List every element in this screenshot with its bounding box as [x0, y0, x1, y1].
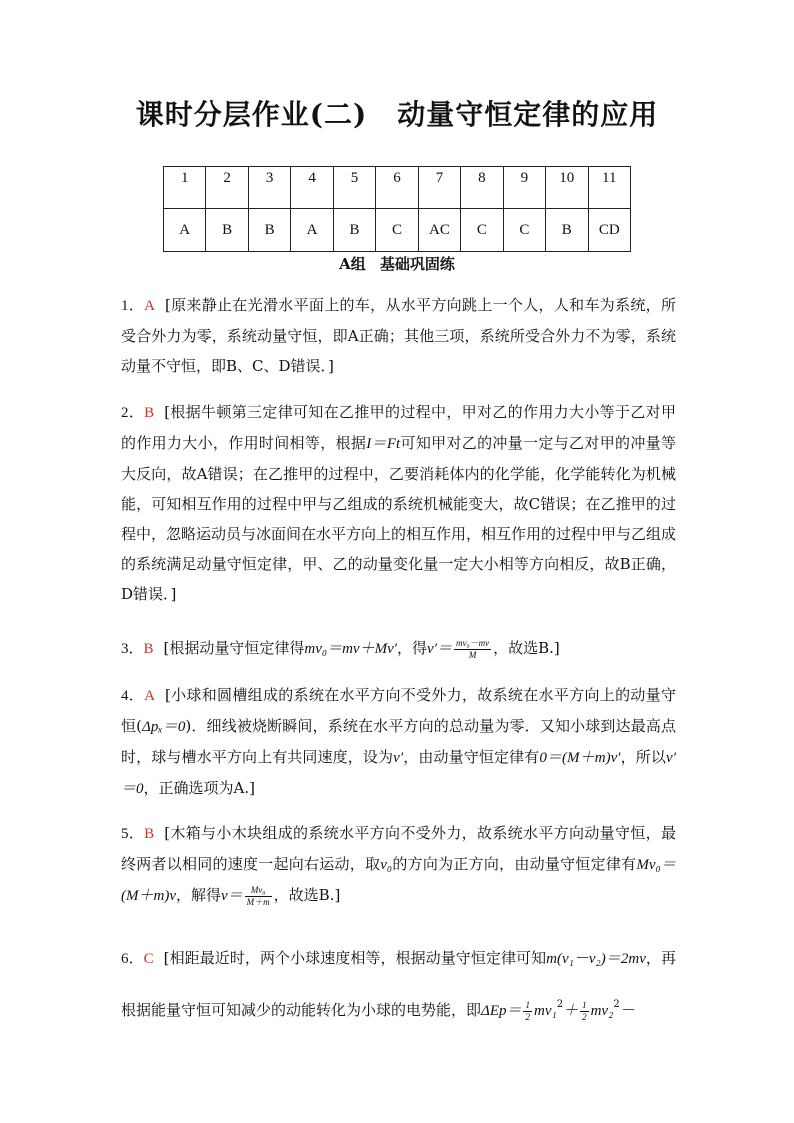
solution-4 [121, 680, 676, 804]
solution-answer: A [144, 688, 155, 704]
question-number-cell: 11 [588, 167, 630, 209]
title-subtitle: 动量守恒定律的应用 [397, 98, 659, 131]
question-number-cell: 5 [333, 167, 375, 209]
formula: ΔEp＝ [481, 1003, 522, 1019]
solution-6 [121, 935, 676, 1034]
question-number-cell: 3 [248, 167, 290, 209]
solution-text: ，由动量守恒定律有 [403, 748, 540, 766]
question-number-cell: 8 [461, 167, 503, 209]
solution-answer: A [144, 298, 155, 314]
fraction [245, 885, 272, 908]
solution-number: 1． [121, 298, 145, 314]
solution-number: 3． [121, 641, 144, 657]
answer-cell: B [206, 209, 248, 252]
exponent: 2 [613, 999, 620, 1010]
solution-text: ，解得 [175, 886, 221, 904]
answer-cell: B [333, 209, 375, 252]
answer-cell: A [291, 209, 333, 252]
question-number-cell: 2 [206, 167, 248, 209]
solution-text: [木箱与小木块组成的系统水平方向不受外力，故系统水平方向动量守恒，最终两者以相同的速度一起向右运动，取 [121, 824, 676, 873]
formula: mv₂ [590, 1003, 614, 1019]
formula: m(v₁－v₂)＝2mv [546, 951, 646, 967]
formula: mv₀＝mv＋Mv′ [304, 641, 398, 657]
fraction-numerator: 1 [525, 999, 530, 1010]
answer-cell: CD [588, 209, 630, 252]
page-title [0, 93, 794, 133]
fraction-denominator: 2 [525, 1011, 530, 1022]
solution-text: ，正确选项为A.] [143, 779, 255, 797]
fraction [523, 1000, 532, 1023]
question-number-cell: 1 [164, 167, 206, 209]
solution-5 [121, 818, 676, 911]
answer-cell: AC [418, 209, 460, 252]
group-heading [0, 253, 794, 274]
solution-text: ，故选B.] [493, 639, 560, 657]
formula: 0＝(M＋m)v′ [539, 750, 621, 766]
fraction-denominator: 2 [582, 1011, 587, 1022]
formula: － [619, 1003, 635, 1019]
group-label: A组 [339, 255, 366, 273]
solution-answer: C [143, 951, 154, 967]
fraction-denominator: M＋m [246, 896, 270, 907]
answer-table-number-row [164, 167, 631, 209]
solution-text: 可知甲对乙的冲量一定与乙对甲的冲量等大反向，故A错误；在乙推甲的过程中，乙要消耗体内的化学能，化学能转化为机械能，可知相互作用的过程中甲与乙组成的系统机械能变大，故C错误；在乙推甲的过程中，忽略运动员与冰面间在水平方向上的相互作用，相互作用的过程中甲与乙组成的系统满足动量守恒定律，甲、乙的动量变化量一定大小相等方向相反，故B正确，D错误．] [121, 434, 677, 603]
solution-number: 6． [121, 951, 144, 967]
formula: ＋ [563, 1003, 579, 1019]
solution-text: [小球和圆槽组成的系统在水平方向不受外力，故系统在水平方向上的动量守恒( [121, 686, 676, 735]
formula: v＝ [221, 888, 243, 904]
solution-text: ，所以 [620, 748, 667, 766]
formula: Δpₓ＝0 [142, 719, 186, 735]
solution-3 [121, 633, 676, 664]
answer-cell: B [546, 209, 588, 252]
fraction [454, 638, 491, 661]
solution-2 [121, 397, 676, 609]
question-number-cell: 6 [376, 167, 418, 209]
answer-table-key-row [164, 209, 631, 252]
answer-cell: C [503, 209, 545, 252]
question-number-cell: 4 [291, 167, 333, 209]
formula: v′ [393, 750, 404, 766]
solution-text: [根据牛顿第三定律可知在乙推甲的过程中，甲对乙的作用力大小等于乙对甲的作用力大小，作用时间相等，根据 [121, 403, 676, 452]
fraction [580, 1000, 589, 1023]
solution-number: 2． [121, 405, 145, 421]
formula: v′＝ [427, 641, 452, 657]
formula: Mv₀＝(M＋m)v [121, 857, 676, 904]
answer-cell: B [248, 209, 290, 252]
exponent: 2 [556, 999, 564, 1010]
solution-number: 5． [121, 826, 145, 842]
answer-table [163, 166, 631, 252]
solution-text: [根据动量守恒定律得 [163, 639, 305, 657]
solution-text: )．细线被烧断瞬间，系统在水平方向的总动量为零．又知小球到达最高点时，球与槽水平方向上有共同速度，设为 [121, 717, 677, 766]
fraction-numerator: 1 [582, 999, 587, 1010]
answer-cell: C [376, 209, 418, 252]
solution-answer: B [144, 405, 155, 421]
formula: mv₁ [533, 1003, 557, 1019]
question-number-cell: 9 [503, 167, 545, 209]
formula: v′＝0 [121, 750, 676, 797]
solution-text: [原来静止在光滑水平面上的车，从水平方向跳上一个人，人和车为系统，所受合外力为零，系统动量守恒，即A正确；其他三项，系统所受合外力不为零，系统动量不守恒，即B、C、D错误．] [121, 296, 676, 375]
solution-text: 的方向为正方向，由动量守恒定律有 [392, 855, 637, 873]
solution-answer: B [143, 641, 154, 657]
title-main: 课时分层作业(二) [135, 98, 368, 131]
question-number-cell: 7 [418, 167, 460, 209]
solution-text: ，故选B.] [273, 886, 341, 904]
fraction-denominator: M [468, 649, 477, 660]
answer-cell: C [461, 209, 503, 252]
fraction-numerator: Mv₀ [245, 885, 272, 897]
solution-text: ，得 [397, 639, 428, 657]
question-number-cell: 10 [546, 167, 588, 209]
answer-cell: A [164, 209, 206, 252]
solution-answer: B [144, 826, 155, 842]
solution-number: 4． [121, 688, 145, 704]
solution-1 [121, 290, 676, 381]
group-name: 基础巩固练 [379, 255, 455, 273]
solution-text: ，再根据能量守恒可知减少的动能转化为小球的电势能，即 [121, 949, 676, 1019]
fraction-numerator: mv₀－mv [456, 637, 490, 648]
solution-text: [相距最近时，两个小球速度相等，根据动量守恒定律可知 [163, 949, 547, 967]
formula: I＝Ft [366, 436, 401, 452]
formula: v₀ [380, 857, 393, 873]
